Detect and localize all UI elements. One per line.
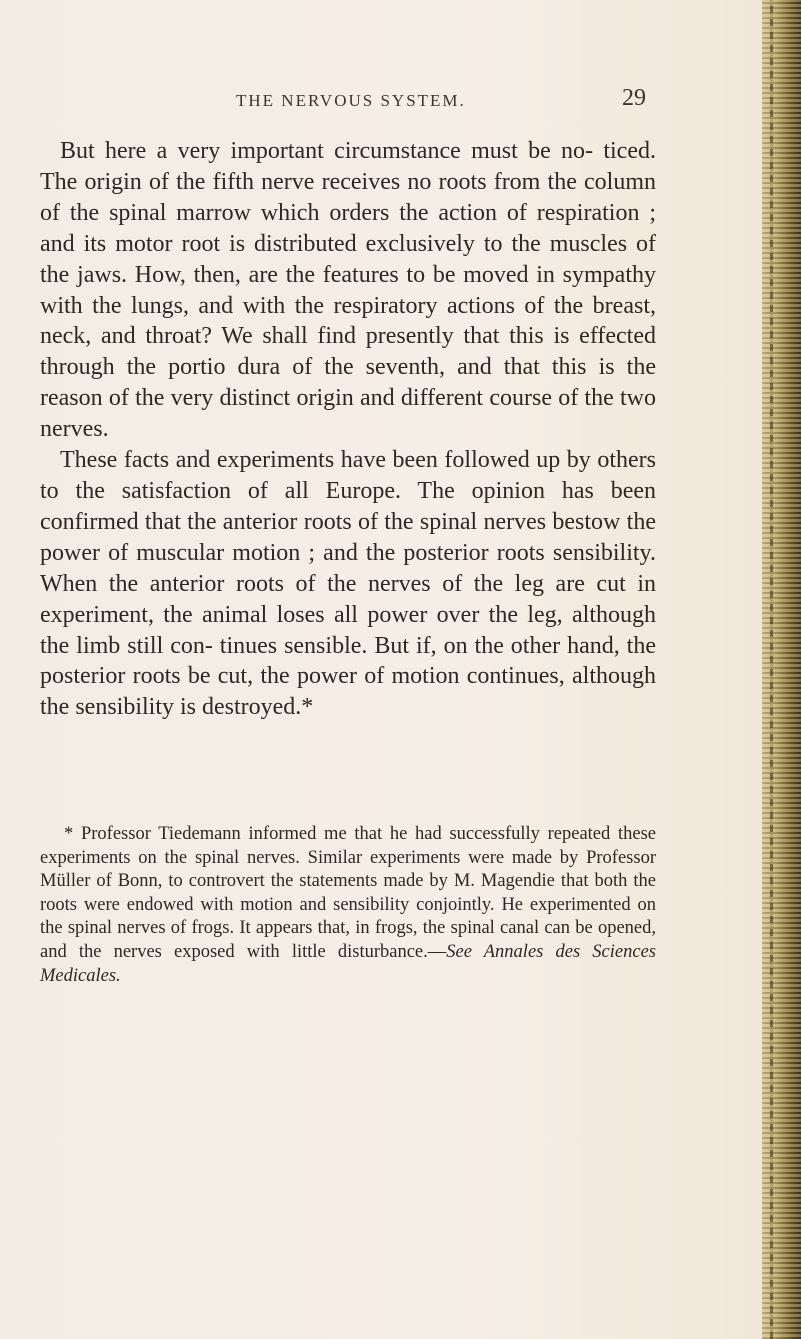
book-page-edge (762, 0, 801, 1339)
footnote-paragraph (40, 823, 656, 988)
footnote-text: * Professor Tiedemann informed me that he had successfully repeated these experiments on the spinal nerves. Similar experiments were made by Professor Müller of Bonn, to controvert the statements made by M. Magendie that both the roots were endowed with motion and sensibility conjointly. He experimented on the spinal nerves of frogs. It appears that, in frogs, the spinal canal can be opened, and the nerves exposed with little disturbance.— (40, 824, 656, 962)
body-text (40, 136, 656, 723)
footnote-citation: See Annales des Sciences Medicales. (40, 941, 656, 986)
page-number: 29 (622, 85, 646, 111)
paragraph-1: But here a very important circumstance must be no- ticed. The origin of the fifth nerve receives no roots from the column of the spinal marrow which orders the action of respiration ; and its motor root is distributed exclusively to the muscles of the jaws. How, then, are the features to be moved in sympathy with the lungs, and with the respiratory actions of the breast, neck, and throat? We shall find presently that this is effected through the portio dura of the seventh, and that this is the reason of the very distinct origin and different course of the two nerves. (40, 138, 656, 443)
paragraph-2: These facts and experiments have been followed up by others to the satisfaction of all Europe. The opinion has been confirmed that the anterior roots of the spinal nerves bestow the power of muscular motion ; and the posterior roots sensibility. When the anterior roots of the nerves of the leg are cut in experiment, the animal loses all power over the leg, although the limb still con- tinues sensible. But if, on the other hand, the posterior roots be cut, the power of motion continues, although the sensibility is destroyed.* (40, 447, 656, 721)
footnote (40, 823, 656, 988)
running-head: THE NERVOUS SYSTEM. (236, 91, 466, 110)
